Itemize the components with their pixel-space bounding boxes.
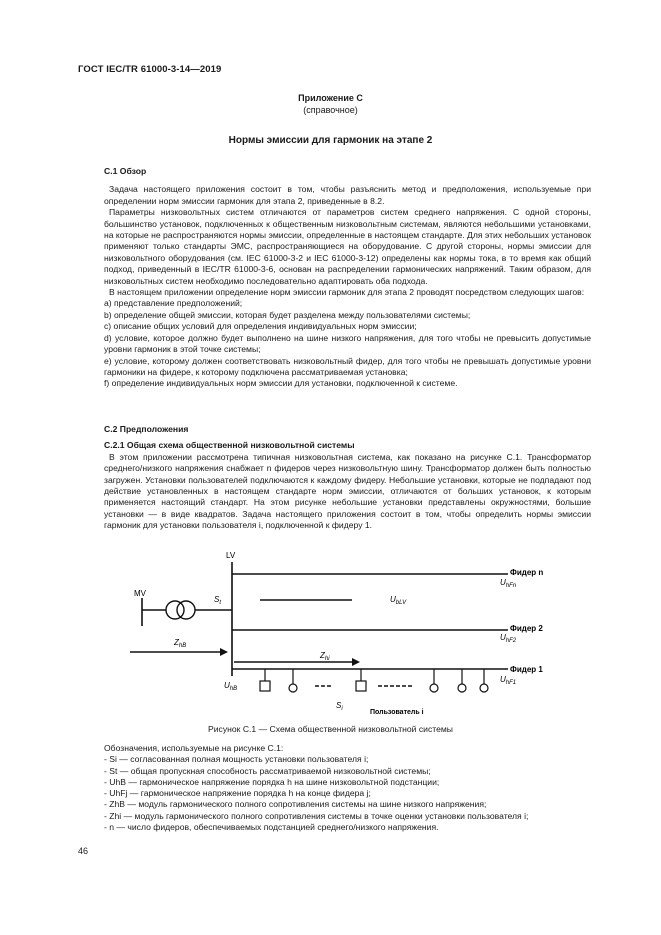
legend [104,743,604,833]
uhf2-label: $U_{hF2}$ [500,633,517,644]
figure-caption: Рисунок С.1 — Схема общественной низковольтной системы [208,724,453,734]
list-item: а) представление предположений; [104,298,243,309]
si-label: $S_i$ [336,701,343,712]
zhi-arrowhead [352,658,360,666]
st-label: $S_t$ [214,595,222,606]
transformer-secondary [177,601,195,619]
section-c1 [104,166,591,390]
uhb-label: $U_{hB}$ [224,681,238,692]
appendix-title: Нормы эмиссии для гармоник на этапе 2 [228,135,433,146]
small-installation [289,684,297,692]
legend-item: - Si — согласованная полная мощность установки пользователя i; [104,754,369,765]
lv-label: LV [226,551,236,560]
figure-c1-diagram [120,548,560,720]
list-item: d) условие, которое должно будет выполнено на шине низкого напряжения, для того чтобы не превысить допустимые уровни гармоник в этой точке системы; [104,332,591,355]
legend-item: - Zhi — модуль гармонического полного сопротивления системы в точке оценки установки пользователя i; [104,810,529,821]
paragraph: В этом приложении рассмотрена типичная низковольтная система, как показано на рисунке С.1. Трансформатор среднего/низкого напряжения снабжает n фидеров через низковольтную шину. Трансформатор должен быть полностью загружен. Установки пользователей подключаются к каждому фидеру. Небольшие установки, которые не подпадают под действие установленных в настоящем стандарте норм эмиссии, отличаются от больших установок, к которым применяется настоящий стандарт. На этом рисунке небольшие установки представлены окружностями, большие установки — в виде квадратов. Задача настоящего приложения состоит в том, чтобы определить нормы эмиссии гармоник для установки пользователя i, подключенной к фидеру 1. [104,451,591,531]
list-item: b) определение общей эмиссии, которая будет разделена между пользователями системы; [104,309,471,320]
list-item: f) определение индивидуальных норм эмиссии для установки, подключенной к системе. [104,378,458,389]
feeder-1-label: Фидер 1 [510,665,543,674]
list-item: с) описание общих условий для определения индивидуальных норм эмиссии; [104,321,417,332]
mv-label: MV [134,589,146,598]
zhi-label: $Z_{hi}$ [320,651,330,662]
legend-intro: Обозначения, используемые на рисунке С.1: [104,743,284,753]
small-installation [458,684,466,692]
feeder-n-label: Фидер n [510,568,544,577]
list-item: е) условие, которому должен соответствовать низковольтный фидер, для того чтобы не превышать допустимые уровни гармоники на фидере, к которому подключена рассматриваемая установка; [104,355,591,377]
zhb-arrowhead [220,648,228,656]
legend-item: - UhFj — гармоническое напряжение порядка h на конце фидера j; [104,788,371,799]
section-heading: С.1 Обзор [104,166,147,176]
section-c2 [104,424,591,532]
legend-item: - St — общая пропускная способность рассматриваемой низковольтной системы; [104,765,431,776]
user-i-label: Пользователь i [370,709,424,716]
page-number: 46 [78,846,89,856]
uhf1-label: $U_{hF1}$ [500,675,517,686]
ublv-label: $U_{bLV}$ [390,595,407,606]
subsection-heading: С.2.1 Общая схема общественной низковольтной системы [104,440,355,451]
large-installation [260,681,270,691]
feeder-2-label: Фидер 2 [510,624,543,633]
appendix-note: (справочное) [303,105,358,115]
standard-header: ГОСТ IEC/TR 61000-3-14—2019 [78,64,222,75]
appendix-label: Приложение С [298,93,363,103]
user-i-installation [356,681,366,691]
uhfn-label: $U_{hFn}$ [500,578,517,589]
legend-item: - n — число фидеров, обеспечиваемых подстанцией среднего/низкого напряжения. [104,822,439,833]
small-installation [430,684,438,692]
zhb-label: $Z_{hB}$ [174,638,187,649]
small-installation [480,684,488,692]
section-heading: С.2 Предположения [104,424,189,434]
legend-item: - ZhB — модуль гармонического полного сопротивления системы на шине низкого напряжения; [104,799,487,810]
paragraph: В настоящем приложении определение норм эмиссии гармоник для этапа 2 проводят посредством следующих шагов: [109,287,585,298]
transformer-primary [166,601,184,619]
legend-item: - UhB — гармоническое напряжение порядка h на шине низковольтной подстанции; [104,776,440,787]
paragraph: Параметры низковольтных систем отличаются от параметров систем среднего напряжения. С одной стороны, большинство установок, подключенных к общественным низковольтным системам, являются небольшими установками, на которые не распространяются нормы эмиссии, определенные в настоящем стандарте. Для этих небольших установок применяют только стандарты ЭМС, распространяющиеся на оборудование. С другой стороны, нормы эмиссии для низковольтного оборудования (см. IEC 61000-3-2 и IEC 61000-3-12) определены как нормы тока, в то время как общий подход, приведенный в IEC/TR 61000-3-6, основан на распределении гармонических напряжений. Таким образом, для низковольтных систем необходимо последовательно адаптировать оба подхода. [104,207,591,286]
paragraph: Задача настоящего приложения состоит в том, чтобы разъяснить метод и предположения, используемые при определении норм эмиссии гармоник для этапа 2, приведенные в 8.2. [104,184,591,206]
